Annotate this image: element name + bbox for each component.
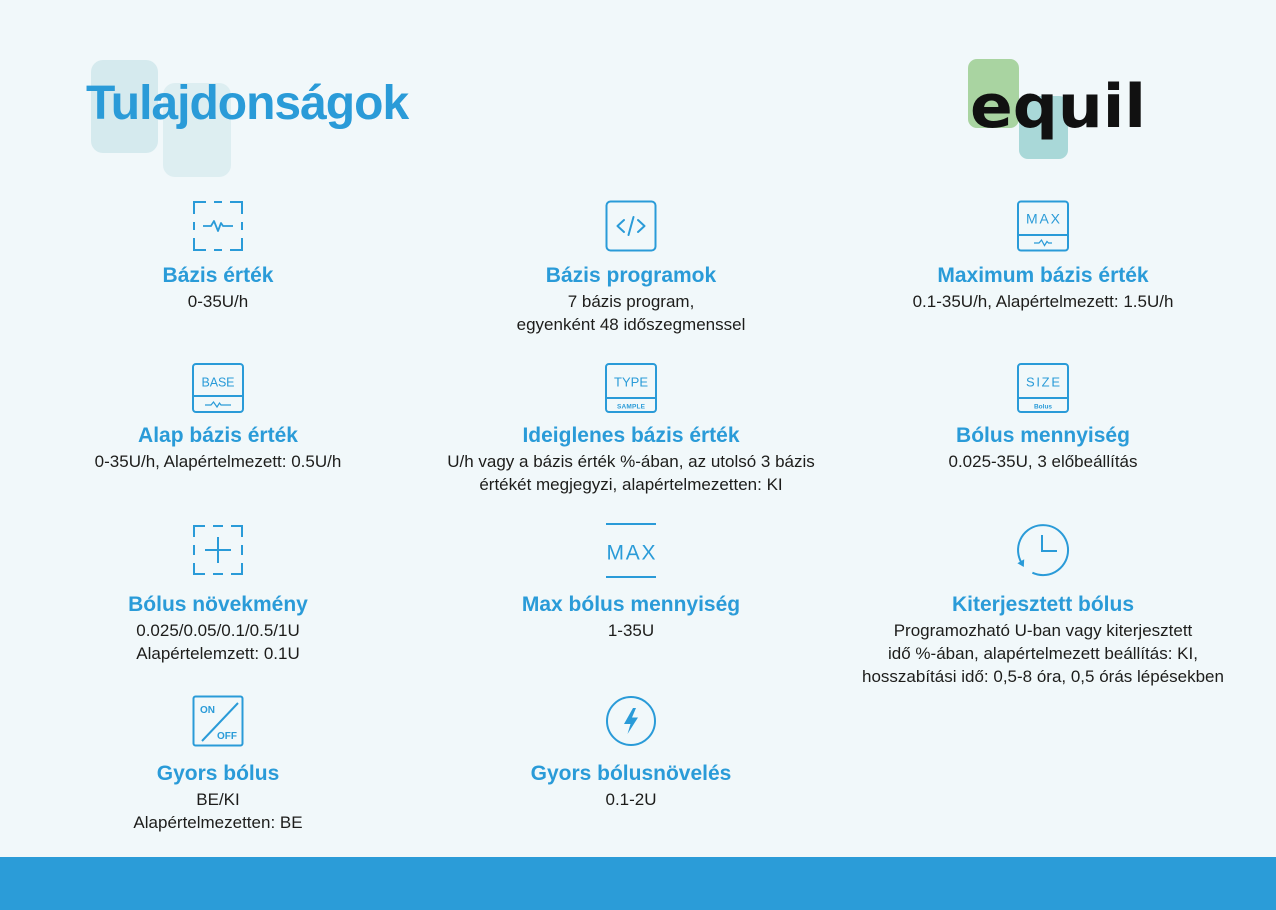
feature-basal-rate	[8, 198, 428, 313]
feature-title: Kiterjesztett bólus	[951, 593, 1135, 616]
feature-detail	[833, 450, 1253, 473]
size-bolus-icon	[833, 359, 1253, 415]
feature-detail-line: 7 bázis program,	[567, 292, 695, 311]
max-bolus-icon	[421, 522, 841, 578]
icon-sublabel: SAMPLE	[617, 403, 645, 411]
logo-wordmark: equil	[970, 72, 1146, 142]
feature-title: Bázis programok	[545, 264, 717, 287]
feature-detail-line: 0.1-35U/h, Alapértelmezett: 1.5U/h	[912, 292, 1174, 311]
feature-detail-line: Alapértelmezetten: BE	[133, 813, 303, 832]
feature-detail	[421, 788, 841, 811]
feature-detail	[8, 450, 428, 473]
feature-detail-line: hosszabítási idő: 0,5-8 óra, 0,5 órás lépésekben	[862, 667, 1224, 686]
feature-detail-line: idő %-ában, alapértelmezett beállítás: KI,	[888, 644, 1198, 663]
feature-detail-line: egyenként 48 időszegmenssel	[516, 315, 746, 334]
feature-title: Bólus növekmény	[128, 593, 308, 616]
clock-arrow-icon	[833, 522, 1253, 578]
feature-detail-line: értékét megjegyzi, alapértelmezetten: KI	[479, 475, 783, 494]
icon-label: TYPE	[614, 374, 648, 390]
feature-title: Alap bázis érték	[138, 424, 298, 447]
lightning-circle-icon	[421, 693, 841, 749]
icon-label: BASE	[201, 375, 235, 390]
feature-max-bolus-amount	[421, 522, 841, 642]
feature-bolus-increment	[8, 522, 428, 665]
feature-extended-bolus	[833, 522, 1253, 688]
feature-temp-basal-rate	[421, 359, 841, 496]
feature-title: Gyors bólus	[156, 762, 280, 785]
pulse-frame-icon	[8, 198, 428, 254]
feature-detail	[8, 788, 428, 834]
max-basal-icon	[833, 198, 1253, 254]
feature-detail	[8, 290, 428, 313]
feature-quick-bolus	[8, 693, 428, 834]
feature-detail-line: 0-35U/h, Alapértelmezett: 0.5U/h	[94, 452, 342, 471]
icon-label-on: ON	[200, 705, 215, 716]
feature-title: Bázis érték	[162, 264, 274, 287]
feature-detail-line: 0.025-35U, 3 előbeállítás	[948, 452, 1138, 471]
feature-detail-line: Programozható U-ban vagy kiterjesztett	[893, 621, 1193, 640]
feature-detail-line: 0.025/0.05/0.1/0.5/1U	[136, 621, 300, 640]
feature-title: Gyors bólusnövelés	[530, 762, 732, 785]
icon-label: MAX	[1026, 210, 1060, 227]
feature-default-basal-rate	[8, 359, 428, 473]
feature-detail	[833, 619, 1253, 688]
feature-detail	[833, 290, 1253, 313]
feature-basal-programs	[421, 198, 841, 336]
feature-detail-line: Alapértelemzett: 0.1U	[136, 644, 300, 663]
feature-bolus-amount	[833, 359, 1253, 473]
equil-logo	[960, 50, 1160, 170]
feature-detail-line: BE/KI	[196, 790, 240, 809]
feature-detail-line: 0-35U/h	[187, 292, 249, 311]
feature-title: Maximum bázis érték	[937, 264, 1149, 287]
page-title: Tulajdonságok	[86, 77, 409, 130]
base-basal-icon	[8, 359, 428, 415]
icon-label: SIZE	[1026, 374, 1060, 390]
feature-title: Ideiglenes bázis érték	[522, 424, 740, 447]
feature-detail	[421, 450, 841, 496]
feature-detail	[421, 290, 841, 336]
feature-detail-line: 1-35U	[607, 621, 655, 640]
feature-quick-bolus-increment	[421, 693, 841, 811]
dashed-plus-icon	[8, 522, 428, 578]
icon-label-off: OFF	[217, 731, 237, 742]
feature-title: Bólus mennyiség	[956, 424, 1130, 447]
feature-detail-line: U/h vagy a bázis érték %-ában, az utolsó 3 bázis	[447, 452, 815, 471]
feature-title: Max bólus mennyiség	[521, 593, 741, 616]
icon-sublabel: Bolus	[1033, 403, 1053, 411]
feature-detail-line: 0.1-2U	[605, 790, 657, 809]
footer-band	[0, 857, 1276, 910]
feature-max-basal-rate	[833, 198, 1253, 313]
icon-label: MAX	[606, 541, 656, 565]
on-off-icon	[8, 693, 428, 749]
feature-detail	[421, 619, 841, 642]
type-sample-icon	[421, 359, 841, 415]
feature-detail	[8, 619, 428, 665]
code-icon	[421, 198, 841, 254]
